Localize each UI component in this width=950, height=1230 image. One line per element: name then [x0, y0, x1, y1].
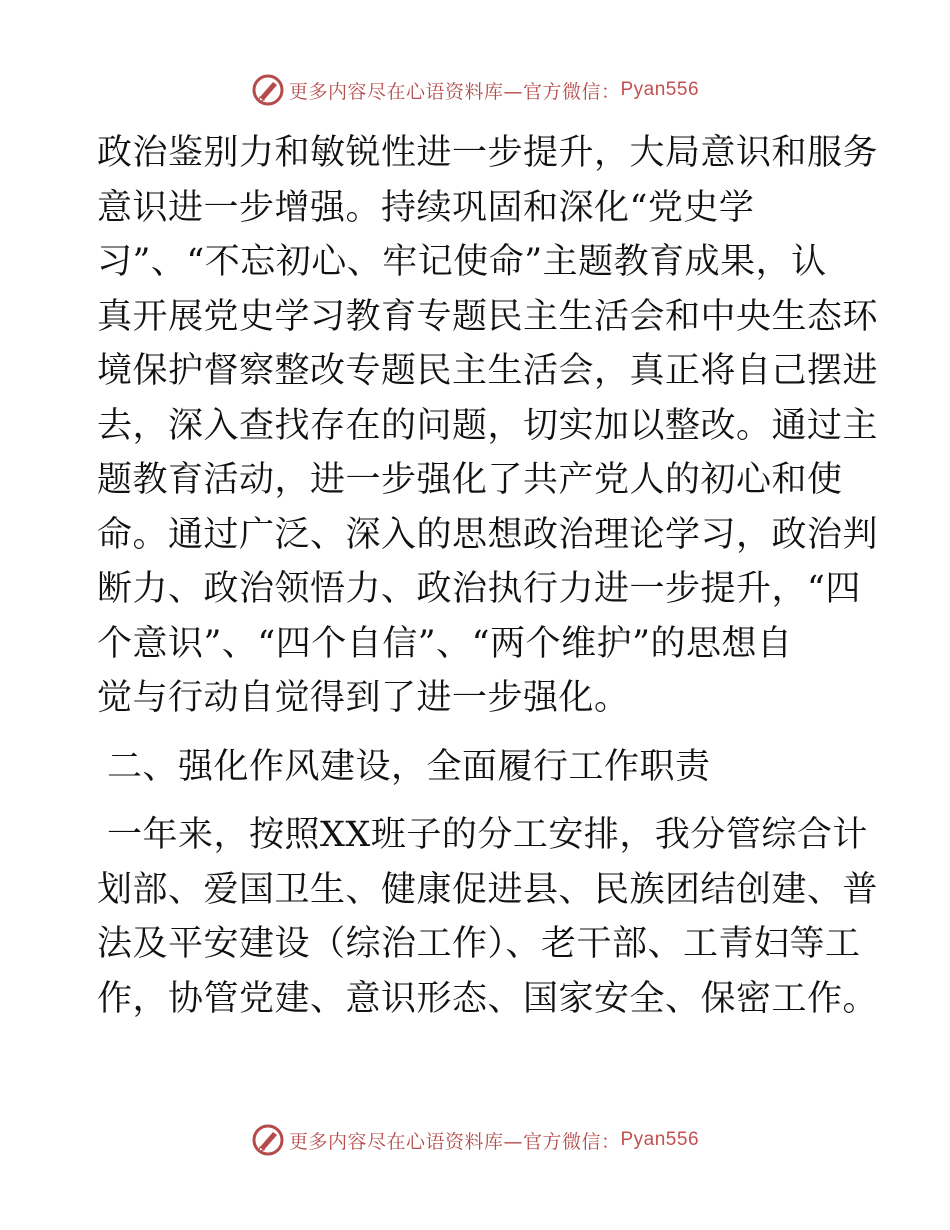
body-line: 觉与行动自觉得到了进一步强化。	[97, 678, 630, 718]
section-heading: 二、强化作风建设，全面履行工作职责	[107, 746, 711, 787]
body-line: 个意识”、“四个自信”、“两个维护”的思想自	[97, 623, 793, 664]
watermark-text: 更多内容尽在心语资料库—官方微信：	[288, 1130, 621, 1153]
body-line: 境保护督察整改专题民主生活会，真正将自己摆进	[97, 351, 879, 391]
watermark-id: Pyan556	[620, 79, 700, 100]
body-line: 断力、政治领悟力、政治执行力进一步提升，“四	[97, 569, 861, 609]
body-line: 一年来，按照XX班子的分工安排，我分管综合计	[107, 815, 868, 855]
body-line: 政治鉴别力和敏锐性进一步提升，大局意识和服务	[97, 133, 879, 173]
watermark-text: 更多内容尽在心语资料库—官方微信：	[288, 80, 621, 103]
body-line: 意识进一步增强。持续巩固和深化“党史学	[97, 187, 755, 228]
body-line: 作，协管党建、意识形态、国家安全、保密工作。	[97, 978, 879, 1019]
body-line: 习”、“不忘初心、牢记使命”主题教育成果，认	[97, 242, 827, 282]
footer-watermark	[0, 1120, 950, 1160]
document-body	[97, 126, 879, 1026]
body-line: 命。通过广泛、深入的思想政治理论学习，政治判	[97, 514, 879, 555]
pen-in-circle-icon	[251, 73, 285, 107]
body-line: 法及平安建设（综治工作）、老干部、工青妇等工	[97, 924, 861, 964]
body-line: 题教育活动，进一步强化了共产党人的初心和使	[97, 460, 843, 500]
body-line: 去，深入查找存在的问题，切实加以整改。通过主	[97, 405, 879, 446]
pen-in-circle-icon	[251, 1123, 285, 1157]
body-line: 真开展党史学习教育专题民主生活会和中央生态环	[97, 296, 879, 337]
watermark-id: Pyan556	[620, 1129, 700, 1150]
header-watermark	[0, 70, 950, 110]
body-line: 划部、爱国卫生、健康促进县、民族团结创建、普	[97, 869, 879, 910]
